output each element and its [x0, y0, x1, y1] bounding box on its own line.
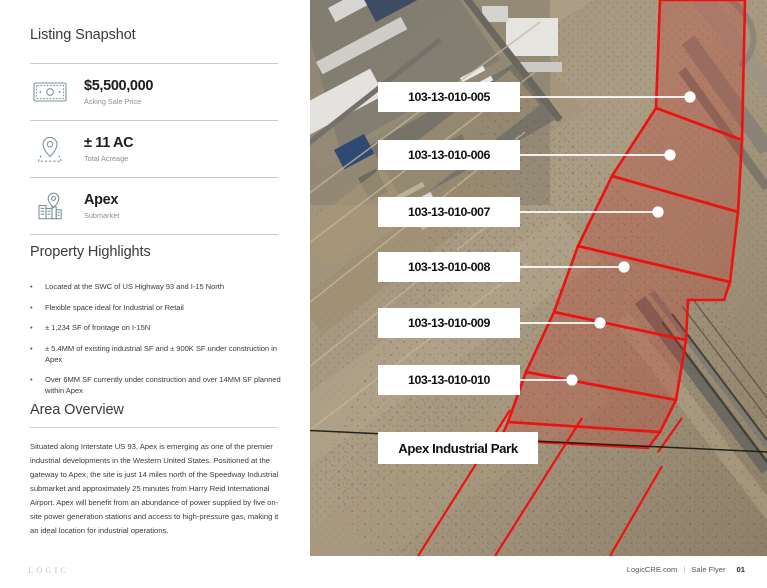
area-label-apex-industrial-park[interactable]: Apex Industrial Park [378, 432, 538, 464]
listing-snapshot-title: Listing Snapshot [30, 27, 136, 43]
snapshot-row-price [30, 64, 278, 120]
highlight-text: Flexible space ideal for Industrial or Retail [45, 302, 184, 312]
highlight-text: Over 6MM SF currently under construction and over 14MM SF planned within Apex [45, 375, 281, 395]
map-pin-city-icon [30, 189, 70, 223]
bullet-marker: • [30, 302, 33, 312]
snapshot-row-submarket [30, 178, 278, 234]
acreage-label: Total Acreage [84, 154, 129, 164]
footer-website[interactable]: LogicCRE.com [626, 565, 678, 574]
highlight-item [30, 302, 282, 313]
parcel-callout-007[interactable]: 103-13-010-007 [378, 197, 520, 227]
asking-price-value: $5,500,000 [84, 77, 154, 94]
highlight-text: Located at the SWC of US Highway 93 and I-15 North [45, 282, 225, 291]
submarket-value: Apex [84, 191, 119, 208]
area-overview-paragraph: Situated along Interstate US 93, Apex is emerging as one of the premier industrial developments in the Western United States. Positioned at the gateway to Apex, the site is just 14 miles north of the Speedway Industrial submarket and approximately 25 minutes from Harry Reid International Airport. Apex will benefit from an abundance of power supplied by five on-site power generation stations and access to high-pressure gas, making it an ideal location for industrial operations. [30, 442, 279, 536]
property-highlights-title: Property Highlights [30, 244, 151, 260]
bullet-marker: • [30, 343, 33, 353]
snapshot-row-acreage [30, 121, 278, 177]
divider-area [30, 427, 278, 428]
highlight-text: ± 5.4MM of existing industrial SF and ± 900K SF under construction in Apex [45, 343, 277, 364]
divider-3 [30, 234, 278, 235]
logic-logo: LOGIC [28, 566, 70, 575]
parcel-callout-009[interactable]: 103-13-010-009 [378, 308, 520, 338]
parcel-callout-006[interactable]: 103-13-010-006 [378, 140, 520, 170]
highlight-text: ± 1,234 SF of frontage on I-15N [45, 323, 151, 332]
footer-meta [627, 565, 745, 574]
left-content-column [0, 0, 310, 556]
asking-price-label: Asking Sale Price [84, 97, 142, 107]
parcel-callout-008[interactable]: 103-13-010-008 [378, 252, 520, 282]
bullet-marker: • [30, 375, 33, 384]
property-highlights-list [30, 281, 282, 406]
parcel-callout-010[interactable]: 103-13-010-010 [378, 365, 520, 395]
bullet-marker: • [30, 323, 33, 332]
banknote-icon [30, 75, 70, 109]
highlight-item [30, 374, 282, 396]
submarket-label: Submarket [84, 211, 120, 221]
parcel-callout-005[interactable]: 103-13-010-005 [378, 82, 520, 112]
bullet-marker: • [30, 282, 33, 291]
highlight-item [30, 343, 282, 365]
highlight-item [30, 322, 282, 333]
footer-separator: | [683, 565, 686, 574]
acreage-value: ± 11 AC [84, 134, 134, 151]
area-overview-title: Area Overview [30, 402, 124, 418]
aerial-map[interactable] [310, 0, 767, 556]
highlight-item [30, 281, 282, 292]
footer-page-number: 01 [736, 565, 745, 574]
footer-doc-type: Sale Flyer [691, 565, 726, 574]
page-footer [0, 556, 767, 588]
map-pin-parcel-icon [30, 132, 70, 166]
